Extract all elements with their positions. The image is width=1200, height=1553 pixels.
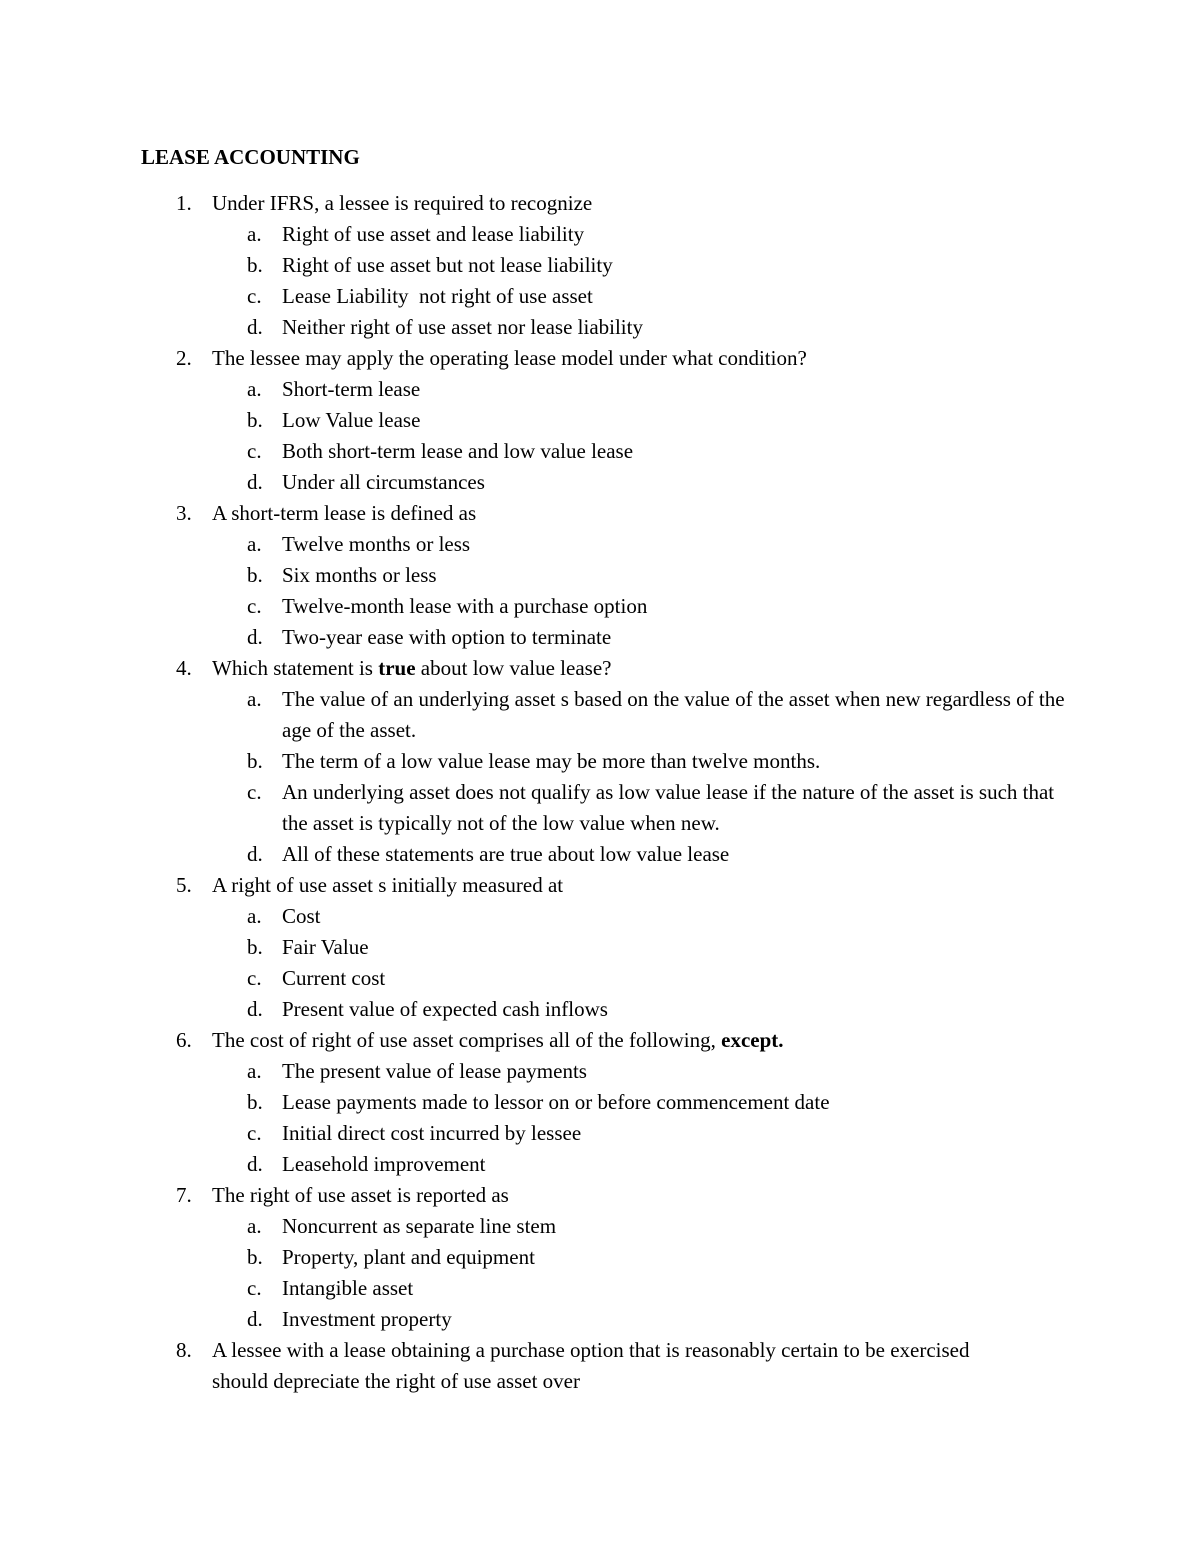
option-d (0, 1149, 1200, 1180)
question-list (0, 188, 1200, 1397)
option-text: Twelve months or less (282, 532, 471, 556)
option-text: Short-term lease (282, 377, 421, 401)
question-stem (0, 188, 1200, 219)
option-text: Neither right of use asset nor lease liability (282, 315, 643, 339)
question-number: 5. (176, 873, 192, 897)
option-b (0, 746, 1200, 777)
option-letter: b. (247, 749, 263, 773)
option-list (0, 1056, 1200, 1180)
option-c (0, 1118, 1200, 1149)
option-letter: a. (247, 532, 262, 556)
option-c (0, 777, 1200, 839)
option-a (0, 901, 1200, 932)
question-stem (0, 498, 1200, 529)
question-stem (0, 1335, 1200, 1397)
question-3 (0, 498, 1200, 653)
option-text: Current cost (282, 966, 386, 990)
option-letter: a. (247, 377, 262, 401)
option-b (0, 250, 1200, 281)
option-a (0, 1211, 1200, 1242)
option-a (0, 1056, 1200, 1087)
option-a (0, 529, 1200, 560)
question-text: A lessee with a lease obtaining a purchase option that is reasonably certain to be exercised should depreciate the right of use asset over (212, 1338, 970, 1393)
option-letter: c. (247, 439, 262, 463)
option-c (0, 281, 1200, 312)
option-b (0, 1242, 1200, 1273)
question-2 (0, 343, 1200, 498)
option-list (0, 901, 1200, 1025)
option-a (0, 374, 1200, 405)
option-letter: c. (247, 780, 262, 804)
question-text (212, 656, 611, 680)
question-text-before: Which statement is (212, 656, 379, 680)
option-text: Right of use asset and lease liability (282, 222, 585, 246)
option-letter: b. (247, 935, 263, 959)
option-text: The term of a low value lease may be more than twelve months. (282, 749, 821, 773)
option-c (0, 963, 1200, 994)
question-text: Under IFRS, a lessee is required to recognize (212, 191, 593, 215)
option-text: All of these statements are true about low value lease (282, 842, 730, 866)
option-a (0, 219, 1200, 250)
option-text: The present value of lease payments (282, 1059, 587, 1083)
document-title: LEASE ACCOUNTING (141, 145, 360, 169)
question-8 (0, 1335, 1200, 1397)
option-text: Right of use asset but not lease liability (282, 253, 613, 277)
option-d (0, 312, 1200, 343)
option-text: Lease Liability not right of use asset (282, 284, 593, 308)
question-number: 6. (176, 1028, 192, 1052)
question-stem (0, 653, 1200, 684)
option-list (0, 684, 1200, 870)
option-text: The value of an underlying asset s based on the value of the asset when new regardless of the age of the asset. (282, 687, 1065, 742)
emphasis-true: true (378, 656, 416, 680)
option-letter: d. (247, 1307, 263, 1331)
option-text: Cost (282, 904, 321, 928)
option-list (0, 529, 1200, 653)
option-text: Leasehold improvement (282, 1152, 486, 1176)
option-text: Under all circumstances (282, 470, 485, 494)
option-list (0, 374, 1200, 498)
option-d (0, 622, 1200, 653)
option-text: Initial direct cost incurred by lessee (282, 1121, 582, 1145)
option-letter: a. (247, 1214, 262, 1238)
option-text: An underlying asset does not qualify as low value lease if the nature of the asset is such that the asset is typically not of the low value when new. (282, 780, 1055, 835)
option-letter: c. (247, 1276, 262, 1300)
question-stem (0, 1180, 1200, 1211)
question-stem (0, 343, 1200, 374)
option-letter: b. (247, 1090, 263, 1114)
option-letter: b. (247, 253, 263, 277)
option-text: Property, plant and equipment (282, 1245, 535, 1269)
option-b (0, 1087, 1200, 1118)
option-text: Intangible asset (282, 1276, 414, 1300)
question-5 (0, 870, 1200, 1025)
option-list (0, 1211, 1200, 1335)
option-text: Two-year ease with option to terminate (282, 625, 612, 649)
question-text: A right of use asset s initially measured at (212, 873, 564, 897)
option-d (0, 1304, 1200, 1335)
option-d (0, 839, 1200, 870)
option-b (0, 560, 1200, 591)
question-6 (0, 1025, 1200, 1180)
question-number: 3. (176, 501, 192, 525)
option-letter: b. (247, 408, 263, 432)
option-letter: d. (247, 1152, 263, 1176)
option-d (0, 994, 1200, 1025)
option-text: Six months or less (282, 563, 437, 587)
option-letter: d. (247, 842, 263, 866)
option-letter: d. (247, 315, 263, 339)
option-letter: a. (247, 904, 262, 928)
question-text-before: The cost of right of use asset comprises all of the following, (212, 1028, 722, 1052)
question-7 (0, 1180, 1200, 1335)
option-text: Investment property (282, 1307, 452, 1331)
question-text-after: about low value lease? (415, 656, 612, 680)
option-d (0, 467, 1200, 498)
option-text: Present value of expected cash inflows (282, 997, 608, 1021)
option-a (0, 684, 1200, 746)
question-number: 2. (176, 346, 192, 370)
question-number: 4. (176, 656, 192, 680)
emphasis-except: except. (721, 1028, 784, 1052)
question-stem (0, 870, 1200, 901)
question-text: The lessee may apply the operating lease model under what condition? (212, 346, 807, 370)
question-number: 1. (176, 191, 192, 215)
option-letter: d. (247, 470, 263, 494)
question-4 (0, 653, 1200, 870)
option-text: Both short-term lease and low value lease (282, 439, 634, 463)
option-letter: a. (247, 687, 262, 711)
option-letter: a. (247, 222, 262, 246)
option-text: Twelve-month lease with a purchase option (282, 594, 648, 618)
option-c (0, 1273, 1200, 1304)
question-1 (0, 188, 1200, 343)
option-c (0, 591, 1200, 622)
option-text: Noncurrent as separate line stem (282, 1214, 557, 1238)
option-text: Lease payments made to lessor on or before commencement date (282, 1090, 830, 1114)
option-b (0, 405, 1200, 436)
option-letter: b. (247, 563, 263, 587)
option-letter: c. (247, 1121, 262, 1145)
option-letter: a. (247, 1059, 262, 1083)
question-stem (0, 1025, 1200, 1056)
option-letter: c. (247, 966, 262, 990)
option-text: Fair Value (282, 935, 369, 959)
option-b (0, 932, 1200, 963)
option-letter: b. (247, 1245, 263, 1269)
question-text: The right of use asset is reported as (212, 1183, 509, 1207)
option-letter: d. (247, 625, 263, 649)
question-text: A short-term lease is defined as (212, 501, 477, 525)
option-c (0, 436, 1200, 467)
question-text (212, 1028, 784, 1052)
option-letter: c. (247, 594, 262, 618)
option-letter: c. (247, 284, 262, 308)
question-number: 7. (176, 1183, 192, 1207)
option-letter: d. (247, 997, 263, 1021)
option-list (0, 219, 1200, 343)
option-text: Low Value lease (282, 408, 421, 432)
question-number: 8. (176, 1338, 192, 1362)
